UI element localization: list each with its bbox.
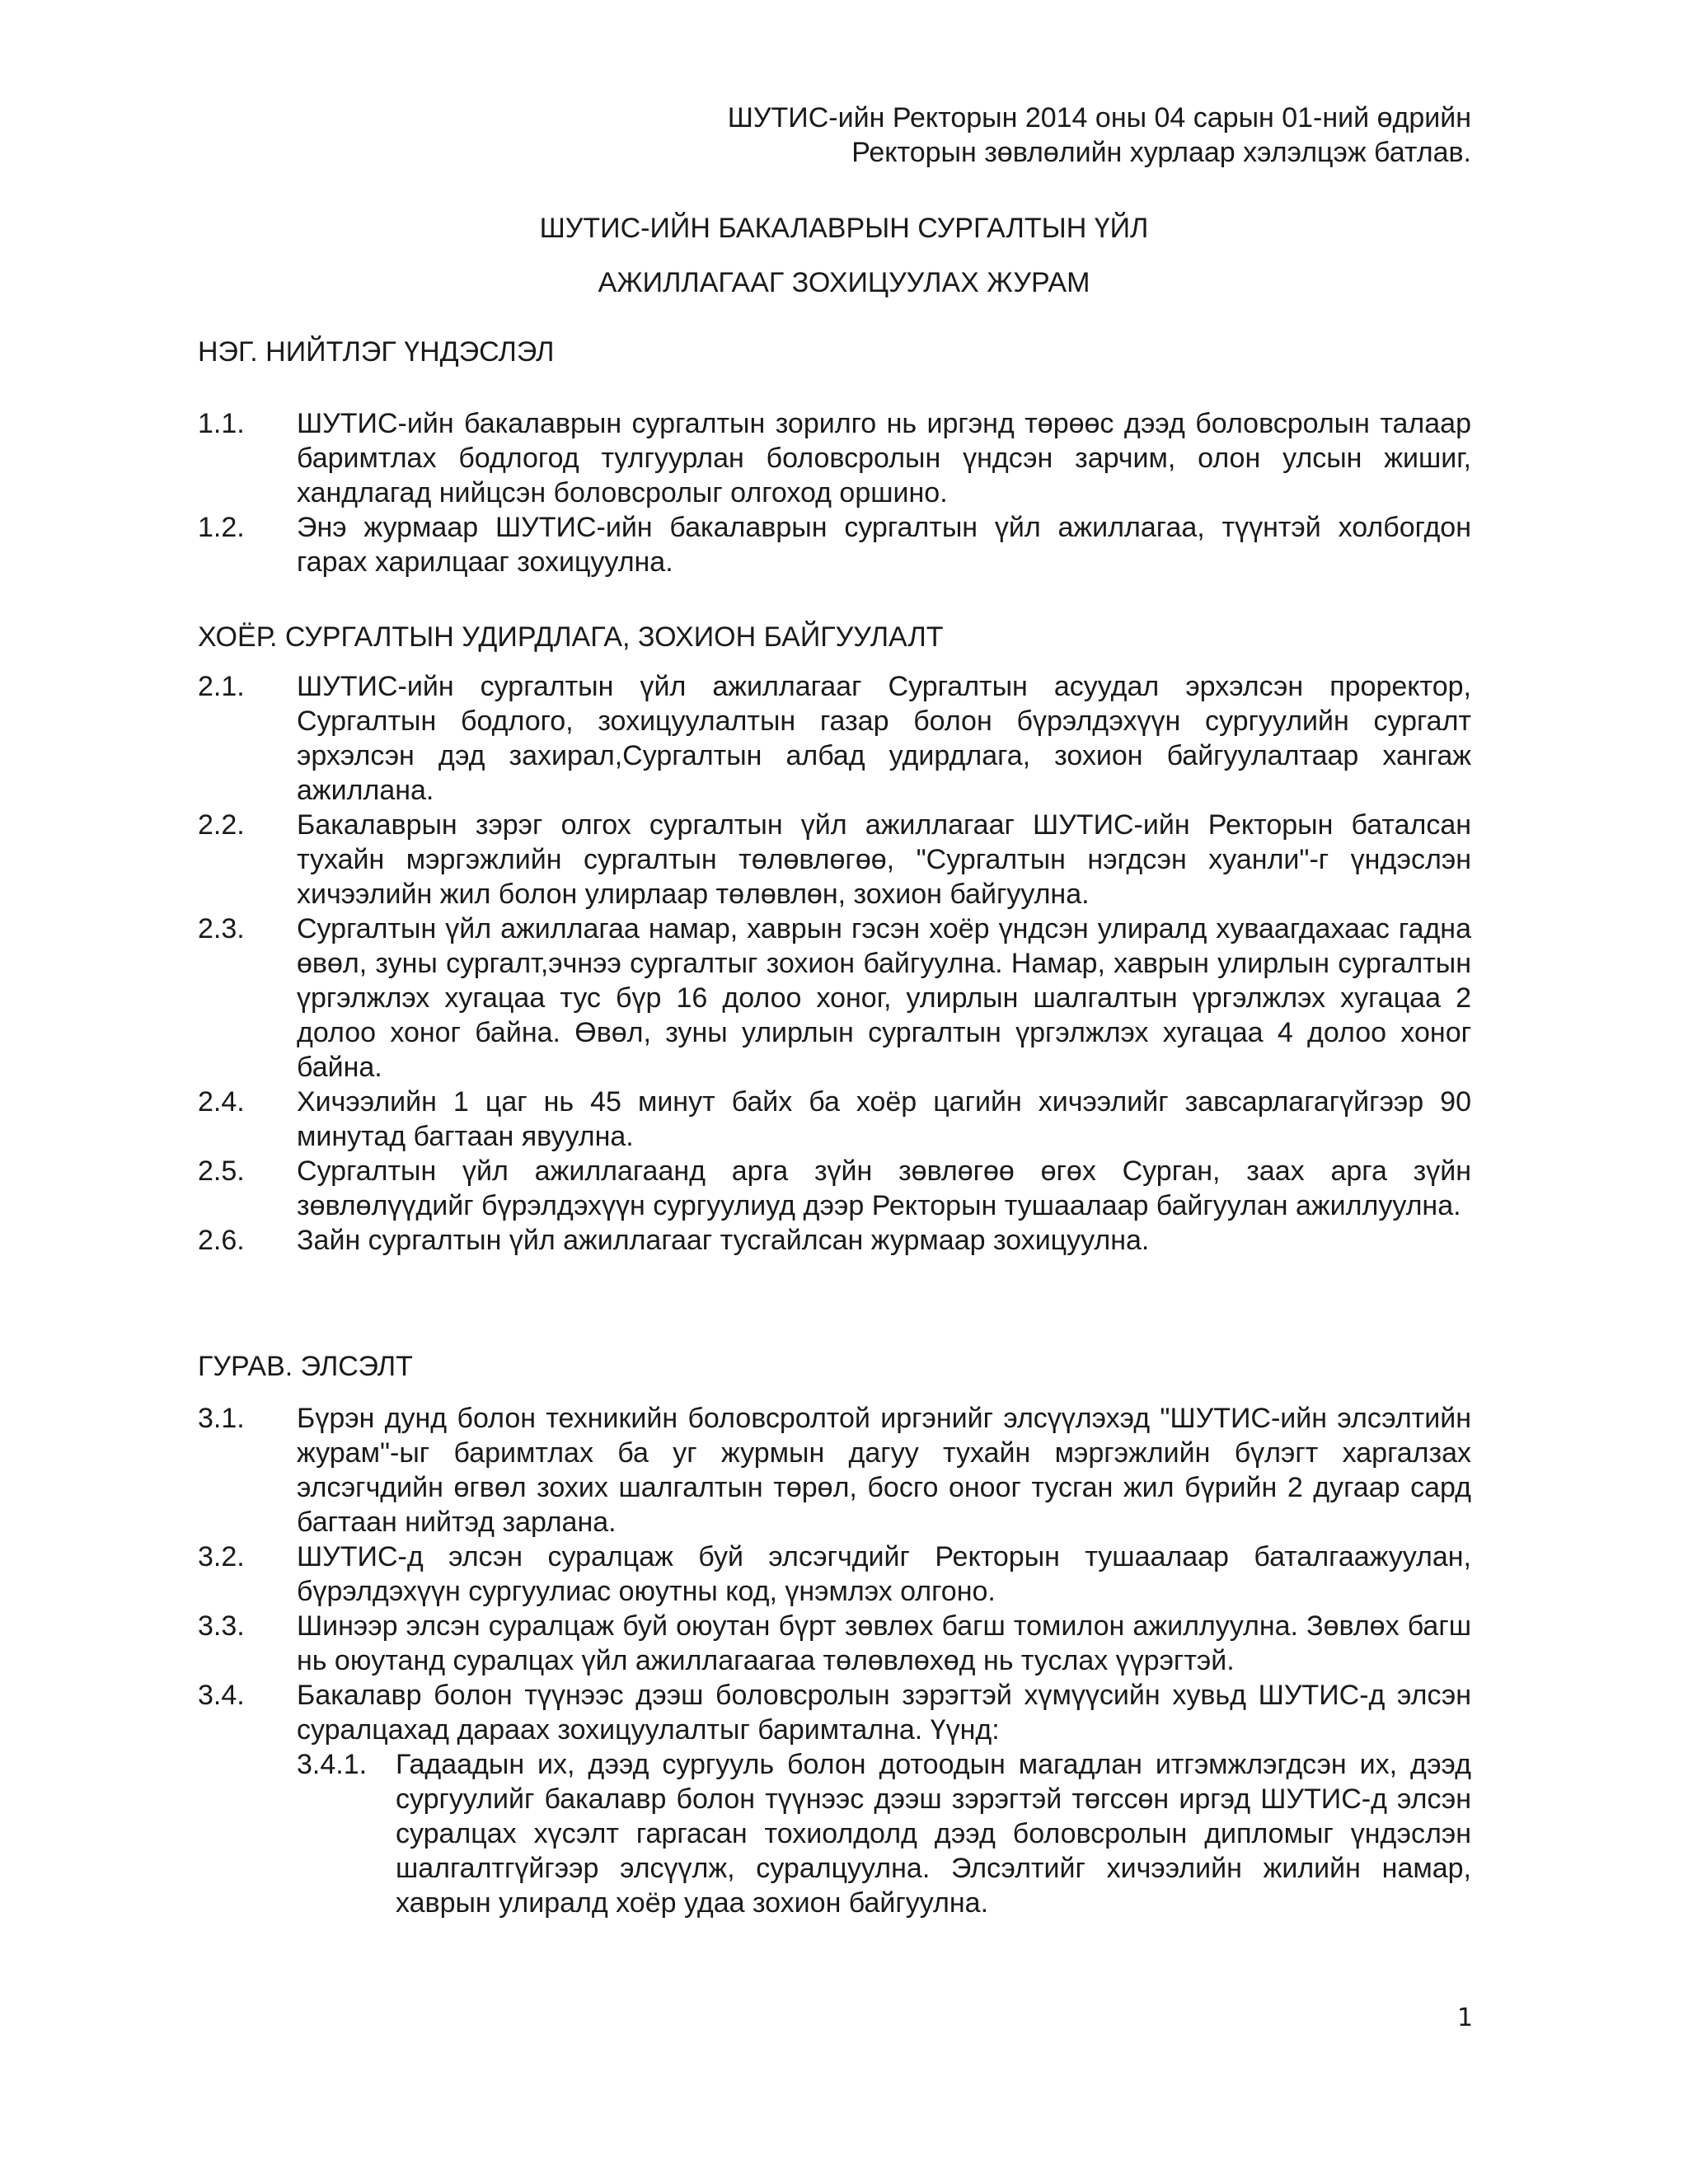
subitem-text: Гадаадын их, дээд сургууль болон дотоодын магадлан итгэмжлэгдсэн их, дээд сургуулийг бакалавр болон түүнээс дээш зэрэгтэй төгссөн иргэд ШУТИС-д элсэн суралцах хүсэлт гаргасан тохиолдолд дээд боловсролын дипломыг үндэслэн шалгалтгүйгээр элсүүлж, суралцуулна. Элсэлтийг хичээлийн жилийн намар, хаврын улиралд хоёр удаа зохион байгуулна.	[396, 1749, 1471, 1919]
item-text: Шинээр элсэн суралцаж буй оюутан бүрт зөвлөх багш томилон ажиллуулна. Зөвлөх багш нь оюутанд суралцах үйл ажиллагаагаа төлөвлөхөд нь туслах үүрэгтэй.	[297, 1610, 1471, 1676]
item-text: ШУТИС-ийн бакалаврын сургалтын зорилго нь иргэнд төрөөс дээд боловсролын талаар баримтлах бодлогод тулгуурлан боловсролын үндсэн зарчим, олон улсын жишиг, хандлагад нийцсэн боловсролыг олгоход оршино.	[297, 408, 1471, 509]
list-item	[198, 669, 1471, 808]
approval-note	[400, 101, 1471, 170]
approval-note-line-1: ШУТИС-ийн Ректорын 2014 оны 04 сарын 01-ний өдрийн	[727, 102, 1471, 134]
section-3-list	[198, 1401, 1471, 1920]
section-2-list	[198, 669, 1471, 1258]
list-item	[198, 1540, 1471, 1609]
list-item	[198, 808, 1471, 912]
item-number: 3.1.	[198, 1403, 245, 1434]
item-text: Бакалавр болон түүнээс дээш боловсролын зэрэгтэй хүмүүсийн хувьд ШУТИС-д элсэн суралцахад дараах зохицуулалтыг баримтална. Үүнд:	[297, 1680, 1471, 1746]
item-number: 1.1.	[198, 408, 245, 439]
item-text: Хичээлийн 1 цаг нь 45 минут байх ба хоёр цагийн хичээлийг завсарлагагүйгээр 90 минутад багтаан явуулна.	[297, 1086, 1471, 1152]
list-item	[198, 1678, 1471, 1747]
list-item	[198, 1223, 1471, 1258]
item-text: Бакалаврын зэрэг олгох сургалтын үйл ажиллагааг ШУТИС-ийн Ректорын баталсан тухайн мэргэжлийн сургалтын төлөвлөгөө, "Сургалтын нэгдсэн хуанли"-г үндэслэн хичээлийн жил болон улирлаар төлөвлөн, зохион байгуулна.	[297, 809, 1471, 910]
section-3-heading: ГУРАВ. ЭЛСЭЛТ	[198, 1351, 413, 1382]
item-number: 2.1.	[198, 671, 245, 702]
document-title-line-2: АЖИЛЛАГААГ ЗОХИЦУУЛАХ ЖУРАМ	[598, 267, 1090, 298]
list-item	[198, 1085, 1471, 1154]
item-text: Сургалтын үйл ажиллагаанд арга зүйн зөвлөгөө өгөх Сурган, заах арга зүйн зөвлөлүүдийг бүрэлдэхүүн сургуулиуд дээр Ректорын тушаалаар байгуулан ажиллуулна.	[297, 1155, 1471, 1221]
section-2-heading: ХОЁР. СУРГАЛТЫН УДИРДЛАГА, ЗОХИОН БАЙГУУЛАЛТ	[198, 621, 944, 653]
sub-list-item	[198, 1747, 1471, 1920]
item-text: ШУТИС-ийн сургалтын үйл ажиллагааг Сургалтын асуудал эрхэлсэн проректор, Сургалтын бодлого, зохицуулалтын газар болон бүрэлдэхүүн сургуулийн сургалт эрхэлсэн дэд захирал,Сургалтын албад удирдлага, зохион байгуулалтаар хангаж ажиллана.	[297, 671, 1471, 806]
section-1-list	[198, 406, 1471, 579]
list-item	[198, 510, 1471, 579]
item-number: 3.3.	[198, 1610, 245, 1642]
item-number: 1.2.	[198, 512, 245, 543]
item-text: ШУТИС-д элсэн суралцаж буй элсэгчдийг Ректорын тушаалаар баталгаажуулан, бүрэлдэхүүн сургуулиас оюутны код, үнэмлэх олгоно.	[297, 1541, 1471, 1607]
item-text: Бүрэн дунд болон техникийн боловсролтой иргэнийг элсүүлэхэд "ШУТИС-ийн элсэлтийн журам"-ыг баримтлах ба уг журмын дагуу тухайн мэргэжлийн бүлэгт харгалзах элсэгчдийн өгвөл зохих шалгалтын төрөл, босго оноог тусган жил бүрийн 2 дугаар сард багтаан нийтэд зарлана.	[297, 1403, 1471, 1538]
list-item	[198, 912, 1471, 1085]
item-number: 3.4.	[198, 1680, 245, 1711]
item-number: 3.2.	[198, 1541, 245, 1572]
item-number: 2.3.	[198, 913, 245, 944]
item-number: 2.5.	[198, 1155, 245, 1187]
item-text: Зайн сургалтын үйл ажиллагааг тусгайлсан журмаар зохицуулна.	[297, 1225, 1150, 1256]
item-number: 2.6.	[198, 1225, 245, 1256]
item-number: 2.2.	[198, 809, 245, 841]
list-item	[198, 1154, 1471, 1223]
list-item	[198, 406, 1471, 510]
document-title-line-1: ШУТИС-ИЙН БАКАЛАВРЫН СУРГАЛТЫН ҮЙЛ	[539, 213, 1149, 244]
item-text: Энэ журмаар ШУТИС-ийн бакалаврын сургалтын үйл ажиллагаа, түүнтэй холбогдон гарах харилцааг зохицуулна.	[297, 512, 1471, 578]
subitem-number: 3.4.1.	[297, 1749, 368, 1780]
approval-note-line-2: Ректорын зөвлөлийн хурлаар хэлэлцэж батлав.	[851, 137, 1471, 168]
item-number: 2.4.	[198, 1086, 245, 1118]
list-item	[198, 1401, 1471, 1540]
page-number: 1	[1457, 2004, 1474, 2032]
item-text: Сургалтын үйл ажиллагаа намар, хаврын гэсэн хоёр үндсэн улиралд хуваагдахаас гадна өвөл, зуны сургалт,эчнээ сургалтыг зохион байгуулна. Намар, хаврын улирлын сургалтын үргэлжлэх хугацаа тус бүр 16 долоо хоног, улирлын шалгалтын үргэлжлэх хугацаа 2 долоо хоног байна. Өвөл, зуны улирлын сургалтын үргэлжлэх хугацаа 4 долоо хоног байна.	[297, 913, 1471, 1083]
list-item	[198, 1609, 1471, 1678]
section-1-heading: НЭГ. НИЙТЛЭГ ҮНДЭСЛЭЛ	[198, 336, 555, 368]
